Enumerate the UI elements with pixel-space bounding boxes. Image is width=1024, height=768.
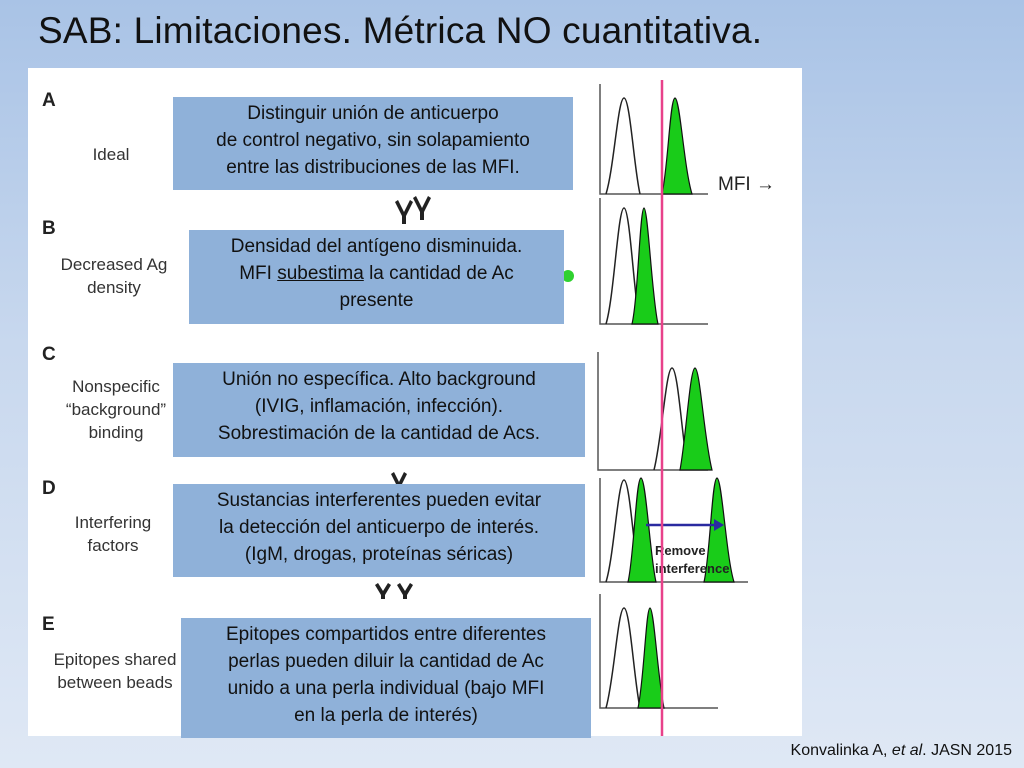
callout-c-line2: (IVIG, inflamación, infección). bbox=[254, 396, 504, 417]
positive-peak-b bbox=[632, 208, 658, 324]
panel-letter-d: D bbox=[42, 478, 56, 499]
callout-b-line1: Densidad del antígeno disminuida. bbox=[230, 236, 523, 257]
citation-journal: . JASN 2015 bbox=[922, 742, 1012, 759]
panel-label-b-line2: density bbox=[87, 278, 141, 297]
callout-a-line3: entre las distribuciones de las MFI. bbox=[226, 157, 520, 178]
panel-label-c-line2: “background” bbox=[65, 400, 167, 419]
remove-label-line1: Remove bbox=[655, 543, 706, 558]
callout-b bbox=[189, 230, 564, 324]
citation bbox=[791, 742, 1012, 760]
callout-e-line1: Epitopes compartidos entre diferentes bbox=[225, 624, 546, 645]
positive-peak-c bbox=[680, 368, 712, 470]
callout-b-line2-post: la cantidad de Ac bbox=[363, 263, 514, 284]
panel-letter-b: B bbox=[42, 218, 56, 239]
positive-peak-e bbox=[638, 608, 664, 708]
histogram-a bbox=[600, 84, 708, 194]
citation-etal: et al bbox=[891, 742, 923, 759]
callout-d-line1: Sustancias interferentes pueden evitar bbox=[216, 490, 542, 511]
panel-label-b-line1: Decreased Ag bbox=[60, 255, 168, 274]
histogram-e bbox=[600, 594, 718, 708]
remove-label-line2: interference bbox=[655, 561, 730, 576]
histogram-c bbox=[598, 352, 712, 470]
antibody-icon bbox=[413, 196, 431, 220]
antibody-icon bbox=[375, 583, 391, 599]
callout-e-line2: perlas pueden diluir la cantidad de Ac bbox=[228, 651, 544, 672]
panel-label-d-line1: Interfering bbox=[74, 513, 152, 532]
callout-e-line4: en la perla de interés) bbox=[294, 705, 478, 726]
panel-letter-c: C bbox=[42, 344, 56, 365]
callout-b-line2 bbox=[195, 260, 558, 287]
callout-b-line2-pre: MFI bbox=[239, 263, 278, 284]
antibody-icon bbox=[397, 583, 413, 599]
histogram-b bbox=[600, 198, 708, 324]
slide-title: SAB: Limitaciones. Métrica NO cuantitativa. bbox=[38, 10, 763, 51]
callout-d bbox=[173, 484, 585, 577]
callout-a-line1: Distinguir unión de anticuerpo bbox=[247, 103, 499, 124]
histogram-d bbox=[600, 478, 748, 582]
antibody-icon bbox=[395, 200, 413, 224]
callout-b-underlined-word: subestima bbox=[277, 263, 364, 284]
callout-a-line2: de control negativo, sin solapamiento bbox=[216, 130, 530, 151]
panel-label-c-line3: binding bbox=[88, 423, 144, 442]
callout-a bbox=[173, 97, 573, 190]
panel-label-a: Ideal bbox=[92, 145, 130, 164]
panel-label-c-line1: Nonspecific bbox=[72, 377, 160, 396]
panel-letter-e: E bbox=[42, 614, 55, 635]
callout-d-line3: (IgM, drogas, proteínas séricas) bbox=[244, 544, 514, 565]
callout-c-line1: Unión no específica. Alto background bbox=[222, 369, 536, 390]
panel-label-d-line2: factors bbox=[87, 536, 139, 555]
panel-label-e-line2: between beads bbox=[57, 673, 173, 692]
negative-peak-a bbox=[606, 98, 640, 194]
panel-letter-a: A bbox=[42, 90, 56, 111]
negative-peak-e bbox=[606, 608, 640, 708]
masked-peak-d bbox=[628, 478, 656, 582]
callout-b-line3: presente bbox=[339, 290, 414, 311]
citation-authors: Konvalinka A, bbox=[790, 742, 892, 759]
panel-label-e-line1: Epitopes shared bbox=[53, 650, 177, 669]
callout-c bbox=[173, 363, 585, 457]
callout-e-line3: unido a una perla individual (bajo MFI bbox=[227, 678, 545, 699]
callout-c-line3: Sobrestimación de la cantidad de Acs. bbox=[217, 423, 541, 444]
positive-peak-a bbox=[662, 98, 692, 194]
axes-a bbox=[600, 84, 708, 194]
callout-e bbox=[181, 618, 591, 738]
callout-d-line2: la detección del anticuerpo de interés. bbox=[218, 517, 540, 538]
mfi-axis-label: MFI → bbox=[718, 174, 775, 195]
